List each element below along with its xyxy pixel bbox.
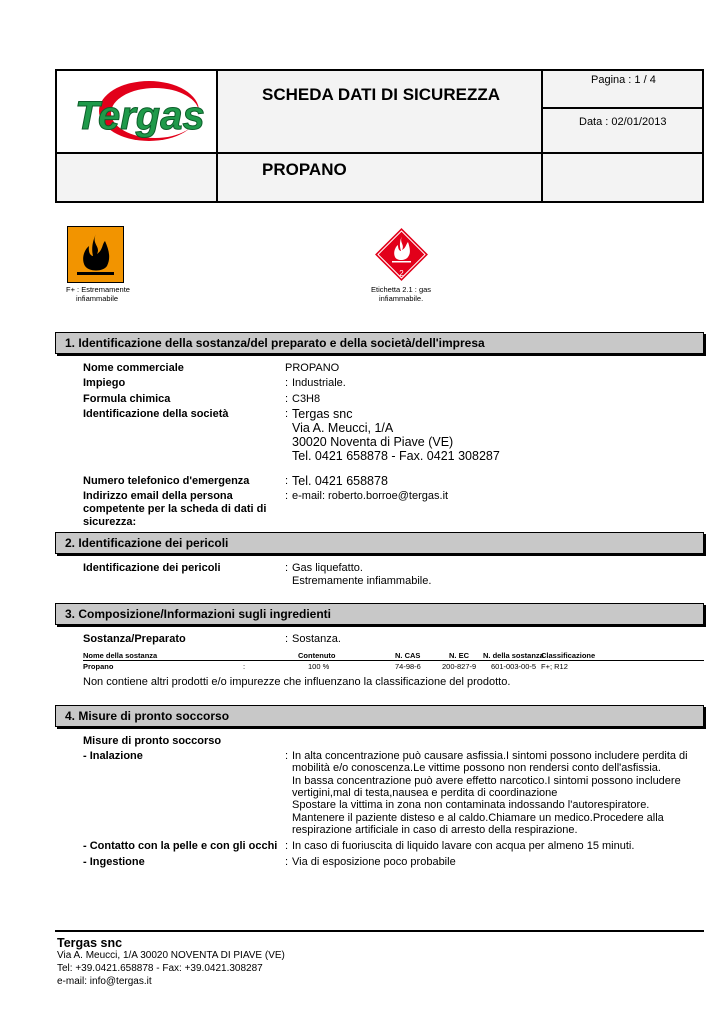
label-ingestion: - Ingestione [83,856,145,868]
label-emergency-phone: Numero telefonico d'emergenza [83,475,250,487]
col-classification: Classificazione [541,651,596,660]
section-1-title: 1. Identificazione della sostanza/del preparato e della società/dell'impresa [65,336,485,350]
product-name: PROPANO [262,160,347,179]
inhalation-line-3: In bassa concentrazione può avere effetto narcotico.I sintomi possono includere [292,775,681,787]
col-cas: N. CAS [395,651,421,660]
value-trade-name: PROPANO [285,362,340,374]
flammable-gas-diamond-icon [373,226,430,283]
section-3-bar [55,603,704,625]
label-formula: Formula chimica [83,393,171,405]
footer-email[interactable]: e-mail: info@tergas.it [57,976,152,987]
label-email-line-3: sicurezza: [83,516,137,528]
value-hazards-line-1: Gas liquefatto. [292,562,363,574]
inhalation-line-7: respirazione artificiale in caso di arresto della respirazione. [292,824,578,836]
label-email-line-1: Indirizzo email della persona [83,490,233,502]
label-company-id: Identificazione della società [83,408,229,420]
value-company-line-3: 30020 Noventa di Piave (VE) [292,435,454,449]
colon: : [285,490,289,502]
row-ec: 200-827-9 [442,662,477,671]
document-title: SCHEDA DATI DI SICUREZZA [262,85,500,104]
row-cas: 74-98-6 [395,662,421,671]
section-4-bar [55,705,704,727]
row-content: 100 % [308,662,330,671]
label-skin-eye-contact: - Contatto con la pelle e con gli occhi [83,840,278,852]
pictogram-left-caption-2: infiammabile [76,294,119,303]
colon: : [285,475,289,487]
colon: : [285,856,289,868]
table-header-rule [83,660,704,661]
colon: : [285,840,289,852]
inhalation-line-2: mobilità e/o conoscenza.Le vittime possono non rendersi conto dell'asfissia. [292,762,661,774]
colon: : [285,562,289,574]
inhalation-line-6: Mantenere il paziente disteso e al caldo.Chiamare un medico.Procedere alla [292,812,664,824]
flammable-orange-icon [67,226,124,283]
label-substance: Sostanza/Preparato [83,633,186,645]
value-ingestion: Via di esposizione poco probabile [292,856,456,868]
logo-text: Tergas [75,94,205,138]
section-3-title: 3. Composizione/Informazioni sugli ingredienti [65,607,332,621]
value-company-line-1: Tergas snc [292,407,353,421]
colon: : [285,408,289,420]
label-first-aid: Misure di pronto soccorso [83,735,222,747]
col-ec: N. EC [449,651,470,660]
footer-company: Tergas snc [57,936,123,950]
value-formula: C3H8 [292,393,321,405]
value-hazards-line-2: Estremamente infiammabile. [292,575,432,587]
inhalation-line-4: vertigini,mal di testa,nausea e perdita di coordinazione [292,787,558,799]
colon: : [285,393,289,405]
label-inhalation: - Inalazione [83,750,143,762]
label-hazards: Identificazione dei pericoli [83,562,221,574]
colon: : [285,377,289,389]
colon: : [285,750,289,762]
value-skin-eye-contact: In caso di fuoriuscita di liquido lavare con acqua per almeno 15 minuti. [292,840,635,852]
row-substance-name: Propano [83,662,114,671]
value-company-line-2: Via A. Meucci, 1/A [292,421,394,435]
section-4-title: 4. Misure di pronto soccorso [65,709,230,723]
value-emergency-phone: Tel. 0421 658878 [292,474,388,488]
row-colon: : [243,662,246,671]
section-1-bar [55,332,704,354]
row-substance-number: 601-003-00-5 [491,662,537,671]
header-table [55,69,704,203]
col-content: Contenuto [298,651,336,660]
composition-note: Non contiene altri prodotti e/o impurezze che influenzano la classificazione del prodotto. [83,676,511,688]
footer-rule [55,930,704,932]
document-date: Data : 02/01/2013 [579,116,667,128]
colon: : [285,633,289,645]
inhalation-line-5: Spostare la vittima in zona non contaminata indossando l'autorespiratore. [292,799,650,811]
label-trade-name: Nome commerciale [83,362,184,374]
tergas-logo [57,71,217,153]
pictogram-right-caption-2: infiammabile. [379,294,424,303]
col-substance-number: N. della sostanza [483,651,544,660]
logo-cell [57,71,217,153]
col-substance-name: Nome della sostanza [83,651,158,660]
hazard-class-number: 2 [399,269,404,278]
inhalation-line-1: In alta concentrazione può causare asfissia.I sintomi possono includere perdita di [292,750,688,762]
value-use: Industriale. [292,377,346,389]
footer-phone: Tel: +39.0421.658878 - Fax: +39.0421.308287 [57,963,263,974]
pictogram-left-caption: F+ : Estremamente [66,285,130,294]
value-email[interactable]: e-mail: roberto.borroe@tergas.it [292,490,449,502]
label-email-line-2: competente per la scheda di dati di [83,503,267,515]
pictogram-right-caption: Etichetta 2.1 : gas [371,285,432,294]
section-2-title: 2. Identificazione dei pericoli [65,536,229,550]
row-classification: F+; R12 [541,662,568,671]
label-use: Impiego [83,377,126,389]
section-2-bar [55,532,704,554]
value-substance: Sostanza. [292,633,341,645]
value-company-line-4: Tel. 0421 658878 - Fax. 0421 308287 [292,449,500,463]
page-number: Pagina : 1 / 4 [591,74,656,86]
footer-address: Via A. Meucci, 1/A 30020 NOVENTA DI PIAVE (VE) [57,950,285,961]
